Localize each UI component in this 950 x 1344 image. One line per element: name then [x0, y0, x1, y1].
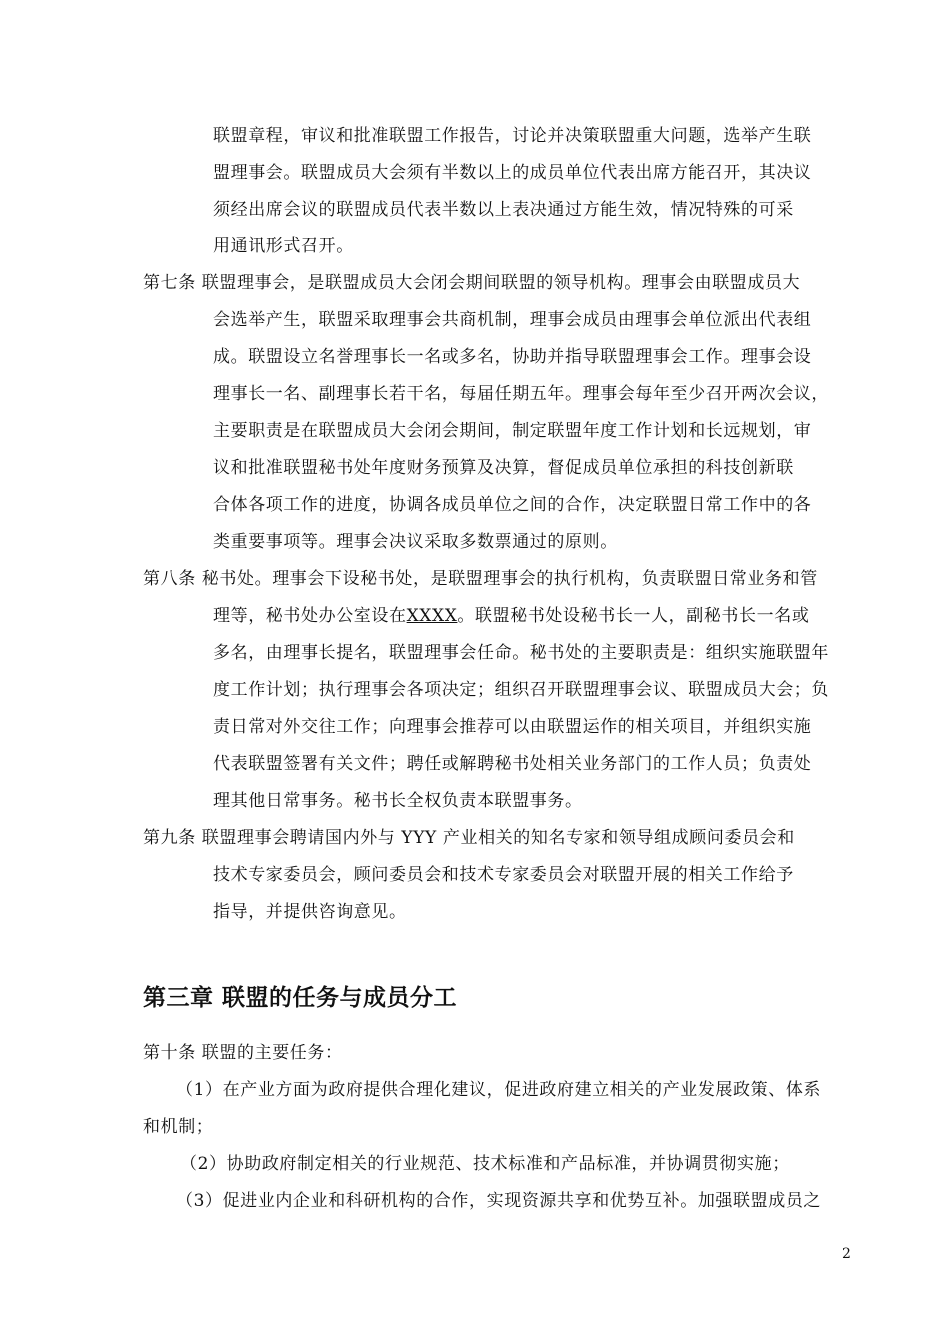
- text-line: 度工作计划；执行理事会各项决定；组织召开联盟理事会议、联盟成员大会；负: [213, 680, 829, 700]
- text-line: 会选举产生，联盟采取理事会共商机制，理事会成员由理事会单位派出代表组: [213, 310, 812, 330]
- article-8-first-line: 第八条 秘书处。理事会下设秘书处，是联盟理事会的执行机构，负责联盟日常业务和管: [143, 569, 818, 589]
- text-line: 理其他日常事务。秘书长全权负责本联盟事务。: [213, 791, 583, 811]
- article-9-first-line: 第九条 联盟理事会聘请国内外与 YYY 产业相关的知名专家和领导组成顾问委员会和: [143, 828, 795, 848]
- text-line: 议和批准联盟秘书处年度财务预算及决算，督促成员单位承担的科技创新联: [213, 458, 794, 478]
- text-line: 联盟章程，审议和批准联盟工作报告，讨论并决策联盟重大问题，选举产生联: [213, 126, 812, 146]
- text-line: 盟理事会。联盟成员大会须有半数以上的成员单位代表出席方能召开，其决议: [213, 163, 812, 183]
- chapter-heading: 第三章 联盟的任务与成员分工: [143, 985, 458, 1011]
- text-line: 成。联盟设立名誉理事长一名或多名，协助并指导联盟理事会工作。理事会设: [213, 347, 812, 367]
- article-10-title: 第十条 联盟的主要任务：: [143, 1043, 343, 1063]
- text-line: 须经出席会议的联盟成员代表半数以上表决通过方能生效，情况特殊的可采: [213, 200, 794, 220]
- text-line: 责日常对外交往工作；向理事会推荐可以由联盟运作的相关项目，并组织实施: [213, 717, 812, 737]
- list-item: （1）在产业方面为政府提供合理化建议，促进政府建立相关的产业发展政策、体系: [176, 1080, 822, 1100]
- page-number: 2: [842, 1246, 851, 1262]
- text-line: 指导，并提供咨询意见。: [213, 902, 407, 922]
- text-line: 代表联盟签署有关文件；聘任或解聘秘书处相关业务部门的工作人员；负责处: [213, 754, 812, 774]
- text-line: 类重要事项等。理事会决议采取多数票通过的原则。: [213, 532, 618, 552]
- text-line: 主要职责是在联盟成员大会闭会期间，制定联盟年度工作计划和长远规划，审: [213, 421, 812, 441]
- list-item: （3）促进业内企业和科研机构的合作，实现资源共享和优势互补。加强联盟成员之: [176, 1191, 822, 1211]
- text-line: 技术专家委员会，顾问委员会和技术专家委员会对联盟开展的相关工作给予: [213, 865, 794, 885]
- text-line: 用通讯形式召开。: [213, 236, 354, 256]
- text-line: [213, 604, 809, 628]
- list-item-continuation: 和机制；: [143, 1117, 214, 1137]
- text-line: 理事长一名、副理事长若干名，每届任期五年。理事会每年至少召开两次会议，: [213, 384, 829, 404]
- list-item: （2）协助政府制定相关的行业规范、技术标准和产品标准，并协调贯彻实施；: [180, 1154, 790, 1174]
- office-location-placeholder: XXXX: [406, 606, 458, 626]
- text-segment: 。联盟秘书处设秘书长一人，副秘书长一名或: [457, 606, 810, 626]
- article-7-first-line: 第七条 联盟理事会，是联盟成员大会闭会期间联盟的领导机构。理事会由联盟成员大: [143, 273, 801, 293]
- text-line: 多名，由理事长提名，联盟理事会任命。秘书处的主要职责是：组织实施联盟年: [213, 643, 829, 663]
- text-segment: 理等，秘书处办公室设在: [213, 606, 407, 626]
- text-line: 合体各项工作的进度，协调各成员单位之间的合作，决定联盟日常工作中的各: [213, 495, 812, 515]
